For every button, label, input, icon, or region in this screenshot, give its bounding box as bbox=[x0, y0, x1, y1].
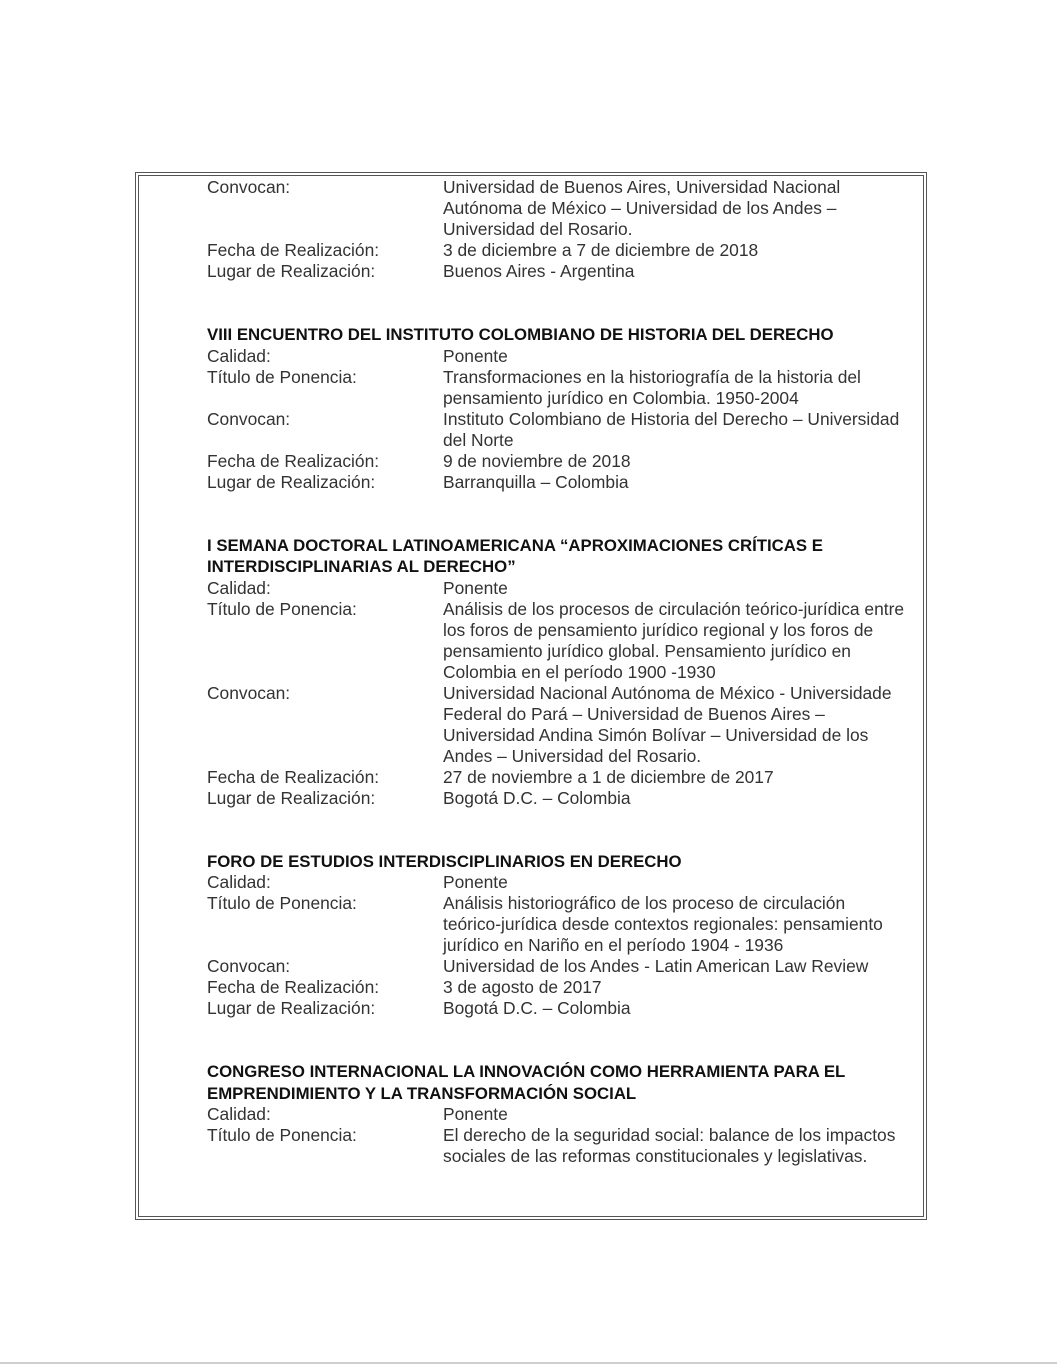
row-value: Ponente bbox=[443, 577, 508, 598]
row-value: 9 de noviembre de 2018 bbox=[443, 450, 631, 471]
info-row bbox=[207, 683, 907, 767]
row-label: Fecha de Realización: bbox=[207, 766, 380, 787]
top-block bbox=[207, 177, 907, 282]
row-label: Lugar de Realización: bbox=[207, 787, 376, 808]
row-value: Ponente bbox=[443, 1104, 508, 1124]
section-title: VIII ENCUENTRO DEL INSTITUTO COLOMBIANO DE HISTORIA DEL DERECHO bbox=[207, 325, 834, 344]
row-label: Calidad: bbox=[207, 577, 271, 598]
info-row bbox=[207, 451, 907, 472]
section-congreso bbox=[207, 1061, 907, 1167]
row-value: Análisis historiográfico de los proceso de circulación teórico-jurídica desde contextos regionales: pensamiento jurídico en Nariño en el período 1904 - 1936 bbox=[443, 893, 883, 955]
section-foro bbox=[207, 851, 907, 1020]
row-label: Calidad: bbox=[207, 345, 271, 366]
row-label: Título de Ponencia: bbox=[207, 893, 357, 913]
row-value: Universidad Nacional Autónoma de México - Universidade Federal do Pará – Universidad de Buenos Aires – Universidad Andina Simón Bolívar – Universidad de los Andes – Universidad del Rosario. bbox=[443, 682, 892, 766]
row-label: Lugar de Realización: bbox=[207, 998, 376, 1018]
row-value: Universidad de los Andes - Latin American Law Review bbox=[443, 956, 869, 976]
row-value: 3 de diciembre a 7 de diciembre de 2018 bbox=[443, 240, 759, 260]
row-label: Convocan: bbox=[207, 408, 291, 429]
info-row bbox=[207, 240, 907, 261]
row-label: Título de Ponencia: bbox=[207, 598, 357, 619]
row-label: Título de Ponencia: bbox=[207, 366, 357, 387]
row-label: Lugar de Realización: bbox=[207, 261, 376, 281]
row-value: Bogotá D.C. – Colombia bbox=[443, 787, 631, 808]
row-value: El derecho de la seguridad social: balance de los impactos sociales de las reformas constitucionales y legislativas. bbox=[443, 1125, 896, 1166]
info-row bbox=[207, 346, 907, 367]
info-row bbox=[207, 599, 907, 683]
section-title: FORO DE ESTUDIOS INTERDISCIPLINARIOS EN DERECHO bbox=[207, 851, 682, 871]
section-title: CONGRESO INTERNACIONAL LA INNOVACIÓN COMO HERRAMIENTA PARA EL EMPRENDIMIENTO Y LA TRANSFORMACIÓN SOCIAL bbox=[207, 1062, 846, 1103]
info-row bbox=[207, 261, 907, 282]
row-value: Transformaciones en la historiografía de la historia del pensamiento jurídico en Colombia. 1950-2004 bbox=[443, 366, 861, 408]
page-bottom-divider bbox=[0, 1362, 1057, 1364]
document-content bbox=[207, 177, 907, 1167]
info-row bbox=[207, 956, 907, 977]
row-value: 3 de agosto de 2017 bbox=[443, 977, 602, 997]
row-label: Fecha de Realización: bbox=[207, 240, 380, 260]
row-value: Ponente bbox=[443, 345, 508, 366]
row-label: Convocan: bbox=[207, 682, 291, 703]
row-value: Ponente bbox=[443, 872, 508, 892]
info-row bbox=[207, 893, 907, 956]
row-label: Título de Ponencia: bbox=[207, 1125, 357, 1145]
info-row bbox=[207, 1104, 907, 1125]
info-row bbox=[207, 788, 907, 809]
section-semana-doctoral bbox=[207, 535, 907, 809]
row-label: Calidad: bbox=[207, 872, 271, 892]
row-label: Lugar de Realización: bbox=[207, 471, 376, 492]
row-label: Convocan: bbox=[207, 956, 291, 976]
row-value: 27 de noviembre a 1 de diciembre de 2017 bbox=[443, 766, 774, 787]
info-row bbox=[207, 409, 907, 451]
info-row bbox=[207, 177, 907, 240]
info-row bbox=[207, 977, 907, 998]
info-row bbox=[207, 998, 907, 1019]
info-row bbox=[207, 872, 907, 893]
row-label: Calidad: bbox=[207, 1104, 271, 1124]
info-row bbox=[207, 367, 907, 409]
info-row bbox=[207, 578, 907, 599]
section-encuentro bbox=[207, 324, 907, 493]
row-value: Bogotá D.C. – Colombia bbox=[443, 998, 631, 1018]
row-label: Fecha de Realización: bbox=[207, 450, 380, 471]
row-value: Universidad de Buenos Aires, Universidad Nacional Autónoma de México – Universidad de los Andes – Universidad del Rosario. bbox=[443, 177, 841, 239]
info-row bbox=[207, 472, 907, 493]
row-label: Fecha de Realización: bbox=[207, 977, 380, 997]
section-title: I SEMANA DOCTORAL LATINOAMERICANA “APROXIMACIONES CRÍTICAS E INTERDISCIPLINARIAS AL DERECHO” bbox=[207, 535, 823, 576]
row-value: Análisis de los procesos de circulación teórico-jurídica entre los foros de pensamiento jurídico regional y los foros de pensamiento jurídico global. Pensamiento jurídico en Colombia en el período 1900 -1930 bbox=[443, 598, 905, 682]
row-value: Barranquilla – Colombia bbox=[443, 471, 629, 492]
info-row bbox=[207, 1125, 907, 1167]
row-value: Buenos Aires - Argentina bbox=[443, 261, 635, 281]
info-row bbox=[207, 767, 907, 788]
row-label: Convocan: bbox=[207, 177, 291, 197]
row-value: Instituto Colombiano de Historia del Derecho – Universidad del Norte bbox=[443, 408, 900, 450]
